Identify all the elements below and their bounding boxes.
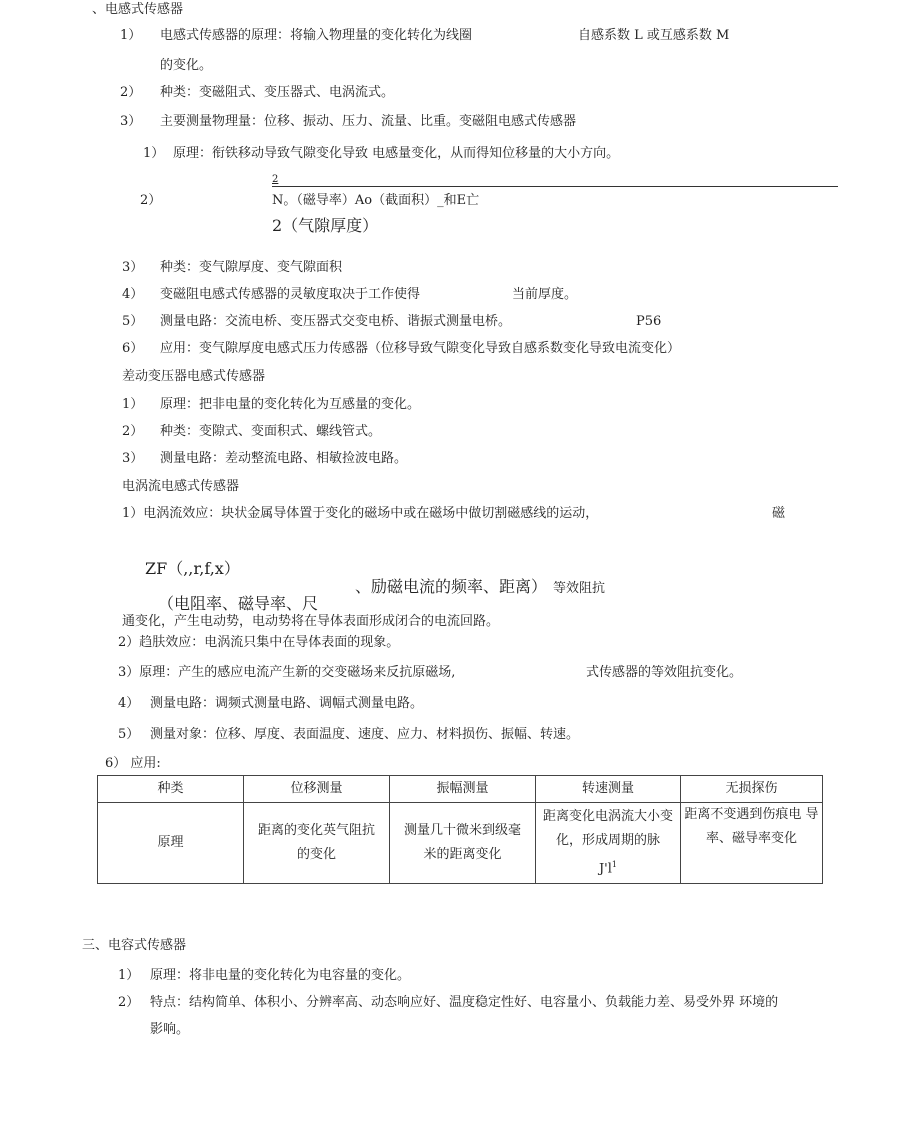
paragraph: 式传感器的等效阻抗变化。: [586, 665, 743, 680]
item-number: 1）: [118, 968, 140, 983]
fraction-line: [272, 186, 838, 187]
paragraph: 种类：变气隙厚度、变气隙面积: [160, 260, 343, 275]
formula-denominator: 2（气隙厚度）: [272, 216, 379, 235]
item-number: 3）: [120, 114, 142, 129]
item-number: 2）: [140, 193, 162, 208]
item-number: 2）: [118, 995, 140, 1010]
formula-text: ZF（,,r,f,x）: [145, 559, 240, 578]
table-cell: 距离的变化英气阻抗的变化: [244, 803, 390, 884]
paragraph: 种类：变隙式、变面积式、螺线管式。: [160, 424, 382, 439]
table-cell: 距离不变遇到伤痕电 导率、磁导率变化: [681, 803, 823, 884]
superscript: 1: [611, 859, 618, 869]
formula-numerator: 2: [272, 174, 279, 185]
item-number: 1）: [143, 146, 165, 161]
paragraph: 的变化。: [160, 58, 213, 73]
item-number: 3）: [122, 260, 144, 275]
table-header: 无损探伤: [681, 776, 823, 803]
item-number: 1）: [122, 397, 144, 412]
paragraph: 测量电路：交流电桥、变压器式交变电桥、谐振式测量电桥。: [160, 314, 512, 329]
paragraph: 主要测量物理量：位移、振动、压力、流量、比重。变磁阻电感式传感器: [160, 114, 577, 129]
paragraph: 测量电路：差动整流电路、相敏捡波电路。: [160, 451, 408, 466]
paragraph: 当前厚度。: [512, 287, 578, 302]
table-header: 振幅测量: [390, 776, 536, 803]
formula-text: （电阻率、磁导率、尺: [158, 594, 319, 613]
paragraph: 原理：衔铁移动导致气隙变化导致 电感量变化，从而得知位移量的大小方向。: [173, 146, 620, 161]
formula-text: 、励磁电流的频率、距离）: [355, 577, 548, 596]
application-table: [97, 775, 823, 884]
formula-text: N。（磁导率）Ao（截面积）_和E亡: [272, 193, 480, 208]
paragraph: 测量对象：位移、厚度、表面温度、速度、应力、材料损伤、振幅、转速。: [150, 727, 580, 742]
table-row: [98, 803, 823, 884]
paragraph: 影响。: [150, 1022, 190, 1037]
item-number: 5）: [118, 727, 140, 742]
paragraph: 磁: [772, 506, 786, 521]
section-title-inductive: 、电感式传感器: [92, 2, 184, 17]
paragraph: 应用：变气隙厚度电感式压力传感器（位移导致气隙变化导致自感系数变化导致电流变化）: [160, 341, 681, 356]
section-title-eddy: 电涡流电感式传感器: [122, 479, 240, 494]
paragraph: 6） 应用:: [105, 756, 161, 771]
paragraph: 1）电涡流效应：块状金属导体置于变化的磁场中或在磁场中做切割磁感线的运动，: [122, 506, 599, 521]
paragraph: 电感式传感器的原理：将输入物理量的变化转化为线圈: [160, 28, 473, 43]
cell-text: J'l: [598, 861, 612, 877]
page-reference: P56: [636, 314, 662, 329]
table-cell: [536, 803, 681, 884]
table-header: 转速测量: [536, 776, 681, 803]
item-number: 4）: [122, 287, 144, 302]
section-title-differential: 差动变压器电感式传感器: [122, 369, 266, 384]
paragraph: 3）原理：产生的感应电流产生新的交变磁场来反抗原磁场,: [118, 665, 456, 680]
paragraph: 种类：变磁阻式、变压器式、电涡流式。: [160, 85, 395, 100]
cell-text: 距离变化电涡流大小变化，形成周期的脉: [542, 808, 673, 848]
paragraph: 测量电路：调频式测量电路、调幅式测量电路。: [150, 696, 424, 711]
table-header-row: [98, 776, 823, 803]
item-number: 6）: [122, 341, 144, 356]
item-number: 3）: [122, 451, 144, 466]
paragraph: 特点：结构简单、体积小、分辨率高、动态响应好、温度稳定性好、电容量小、负载能力差、易受外界 环境的: [150, 995, 779, 1010]
paragraph: 自感系数 L 或互感系数 M: [578, 28, 730, 43]
table-cell: 原理: [98, 803, 244, 884]
item-number: 2）: [120, 85, 142, 100]
table-cell: 测量几十微米到级毫米的距离变化: [390, 803, 536, 884]
item-number: 4）: [118, 696, 140, 711]
item-number: 5）: [122, 314, 144, 329]
paragraph: 原理：将非电量的变化转化为电容量的变化。: [150, 968, 411, 983]
formula-text: 等效阻抗: [553, 581, 606, 596]
section-title-capacitive: 三、电容式传感器: [82, 938, 187, 953]
paragraph: 通变化，产生电动势，电动势将在导体表面形成闭合的电流回路。: [122, 614, 500, 629]
table-header: 种类: [98, 776, 244, 803]
paragraph: 变磁阻电感式传感器的灵敏度取决于工作使得: [160, 287, 421, 302]
item-number: 1）: [120, 28, 142, 43]
paragraph: 原理：把非电量的变化转化为互感量的变化。: [160, 397, 421, 412]
paragraph: 2）趋肤效应：电涡流只集中在导体表面的现象。: [118, 635, 400, 650]
item-number: 2）: [122, 424, 144, 439]
table-header: 位移测量: [244, 776, 390, 803]
